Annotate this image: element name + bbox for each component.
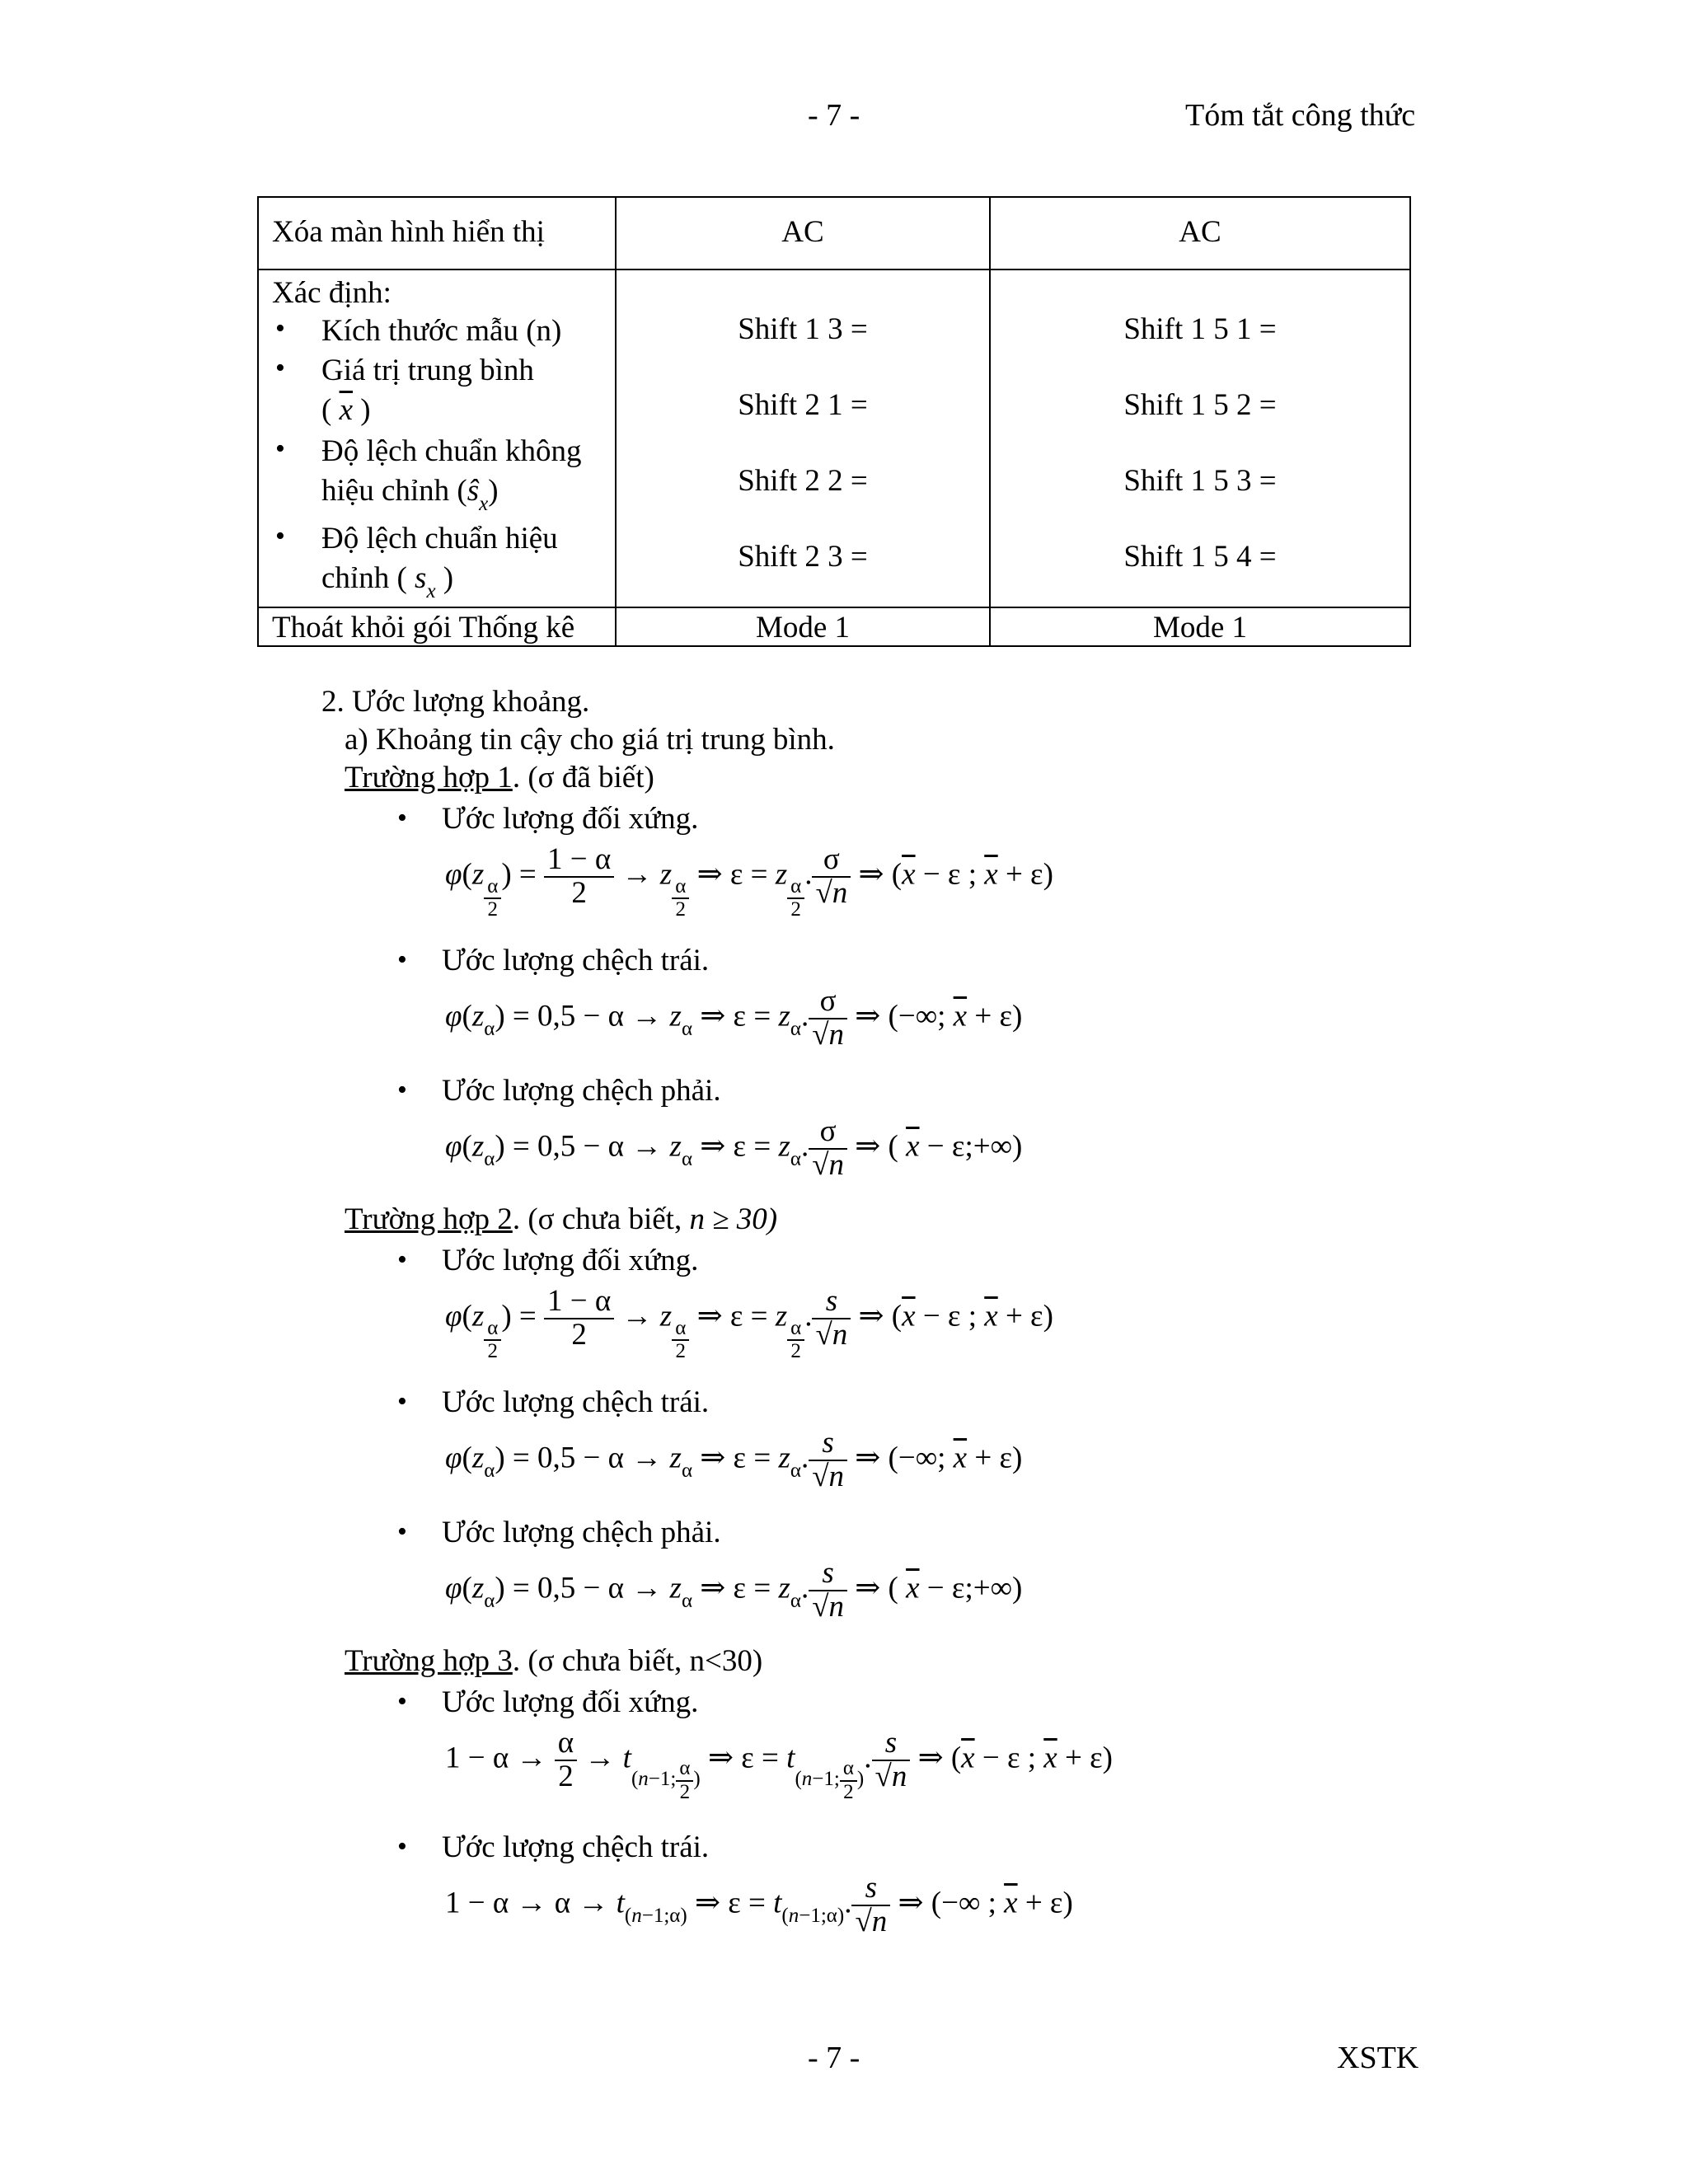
item-mean: Giá trị trung bình	[321, 354, 534, 387]
key-c2-2: Shift 2 2 =	[738, 464, 868, 498]
bullet-left: Ước lượng chệch trái.	[442, 1385, 710, 1419]
bullet-icon: •	[275, 521, 285, 551]
row-exit-label: Thoát khỏi gói Thống kê	[272, 611, 575, 644]
bullet-right: Ước lượng chệch phải.	[442, 1074, 721, 1108]
bullet-icon: •	[397, 803, 407, 833]
key-c3-3: Shift 1 5 4 =	[1123, 540, 1277, 574]
formula-case2-right: $\varphi(z_\alpha) = 0,5 - \alpha \to z_\alpha$ ⇒ $\varepsilon = z_\alpha$. $\frac{s}{√n}$ ⇒ ( $\overline{x}$ − ε;+∞)	[445, 1556, 1023, 1624]
formula-case1-sym: φ(z $\frac{\alpha}{2}$ ) = $\frac{1 - \alpha}{2}$ → z $\frac{\alpha}{2}$ ⇒ ε = z $\frac{\alpha}{2}$ . $\frac{\sigma}{√n}$ ⇒ ($\overline{x} - \varepsilon$ ; $\overline{x} + \varepsilon$)	[445, 842, 1053, 921]
determine-label: Xác định:	[272, 276, 392, 310]
row-clear-c2: AC	[781, 215, 824, 249]
key-c2-1: Shift 2 1 =	[738, 388, 868, 422]
formula-case2-left: $\varphi(z_\alpha) = 0,5 - \alpha \to z_\alpha$ ⇒ $\varepsilon = z_\alpha$. $\frac{s}{√n}$ ⇒ (−∞; $\overline{x} + \varepsilon$)	[445, 1426, 1023, 1493]
row-clear-label: Xóa màn hình hiển thị	[272, 215, 545, 249]
table-row	[258, 197, 1410, 269]
bullet-left: Ước lượng chệch trái.	[442, 1830, 710, 1864]
key-c3-1: Shift 1 5 2 =	[1123, 388, 1277, 422]
bullet-icon: •	[275, 434, 285, 464]
key-c3-2: Shift 1 5 3 =	[1123, 464, 1277, 498]
formula-case3-left: $1 - \alpha \to \alpha \to t_{(n-1;\alpha)}$ ⇒ $\varepsilon = t_{(n-1;\alpha)}$. $\frac{s}{√n}$ ⇒ (−∞ ; $\overline{x} + \varepsilon$)	[445, 1871, 1073, 1938]
bullet-icon: •	[397, 1244, 407, 1275]
row-exit-c3: Mode 1	[1152, 611, 1248, 644]
footer-page-number: - 7 -	[808, 2041, 860, 2075]
bullet-icon: •	[397, 1831, 407, 1862]
row-clear-c3: AC	[1179, 215, 1221, 249]
formula-case1-right: $\varphi(z_\alpha) = 0,5 - \alpha \to z_\alpha$ ⇒ $\varepsilon = z_\alpha$. $\frac{\sigma}{√n}$ ⇒ ( $\overline{x}$ − ε;+∞)	[445, 1114, 1023, 1182]
bullet-symmetric: Ước lượng đối xứng.	[442, 802, 699, 836]
bullet-icon: •	[275, 313, 285, 344]
case1-note: . (σ đã biết)	[512, 761, 654, 794]
footer-label: XSTK	[1337, 2041, 1419, 2075]
case2-note: . (σ chưa biết,	[512, 1202, 682, 1236]
item-corrected-sd-2: chỉnh	[321, 561, 390, 595]
section-title: 2. Ước lượng khoảng.	[321, 685, 590, 719]
table-row	[258, 607, 1410, 646]
case2-label: Trường hợp 2	[345, 1202, 513, 1236]
bullet-icon: •	[397, 1386, 407, 1417]
item-uncorrected-sd: Độ lệch chuẩn không	[321, 434, 582, 468]
bullet-icon: •	[397, 944, 407, 975]
item-mean-symbol: ( $\overline{x}$ )	[321, 393, 371, 427]
case2-cond: n ≥ 30)	[689, 1202, 778, 1236]
bullet-right: Ước lượng chệch phải.	[442, 1516, 721, 1549]
key-c2-3: Shift 2 3 =	[738, 540, 868, 574]
calculator-table	[257, 196, 1411, 647]
bullet-icon: •	[397, 1516, 407, 1547]
section-subtitle: a) Khoảng tin cậy cho giá trị trung bình.	[345, 723, 835, 757]
formula-case2-sym: φ(z $\frac{\alpha}{2}$ ) = $\frac{1 - \alpha}{2}$ → z $\frac{\alpha}{2}$ ⇒ ε = z $\frac{\alpha}{2}$ . $\frac{s}{√n}$ ⇒ ($\overline{x} - \varepsilon$ ; $\overline{x} + \varepsilon$)	[445, 1284, 1053, 1362]
bullet-left: Ước lượng chệch trái.	[442, 944, 710, 977]
table-row: Xác định: • Kích thước mẫu (n) • Giá trị trung bình ( $\overline{x}$ ) • Độ lệch chuẩn không hiệu chỉnh $(ŝ_x)$ • Độ lệch chuẩn hiệu chỉnh ( $s_x$ ) Shift 1 3 = Shift 2 1 = Shift 2 2 = Shift 2 3 = Shift 1 5 1 = Shift 1 5 2 = Shift 1 5 3 = Shift 1 5 4 =	[258, 269, 1410, 607]
bullet-icon: •	[397, 1075, 407, 1105]
formula-case1-left: $\varphi(z_\alpha) = 0,5 - \alpha \to z_\alpha$ ⇒ $\varepsilon = z_\alpha$. $\frac{\sigma}{√n}$ ⇒ (−∞; $\overline{x} + \varepsilon$)	[445, 984, 1023, 1052]
key-c3-0: Shift 1 5 1 =	[1123, 312, 1277, 346]
case1-label: Trường hợp 1	[345, 761, 513, 794]
bullet-symmetric: Ước lượng đối xứng.	[442, 1685, 699, 1719]
header-page-number: - 7 -	[808, 98, 860, 133]
item-uncorrected-sd-2: hiệu chỉnh	[321, 474, 450, 508]
key-c2-0: Shift 1 3 =	[738, 312, 868, 346]
formula-case3-sym: 1 − α → $\frac{\alpha}{2}$ → $t_{(n-1; \frac{\alpha}{2} )}$ ⇒ $\varepsilon = t_{(n-1; \frac{\alpha}{2} )}$. $\frac{s}{√n}$ ⇒ ($\overline{x} - \varepsilon$ ; $\overline{x} + \varepsilon$)	[445, 1726, 1113, 1803]
header-title: Tóm tắt công thức	[1185, 98, 1416, 133]
bullet-symmetric: Ước lượng đối xứng.	[442, 1244, 699, 1277]
row-exit-c2: Mode 1	[755, 611, 851, 644]
item-sample-size: Kích thước mẫu (n)	[321, 314, 562, 348]
bullet-icon: •	[397, 1686, 407, 1717]
bullet-icon: •	[275, 353, 285, 383]
case3-label: Trường hợp 3	[345, 1644, 513, 1678]
item-corrected-sd: Độ lệch chuẩn hiệu	[321, 522, 558, 555]
case3-note: . (σ chưa biết, n<30)	[512, 1644, 763, 1678]
